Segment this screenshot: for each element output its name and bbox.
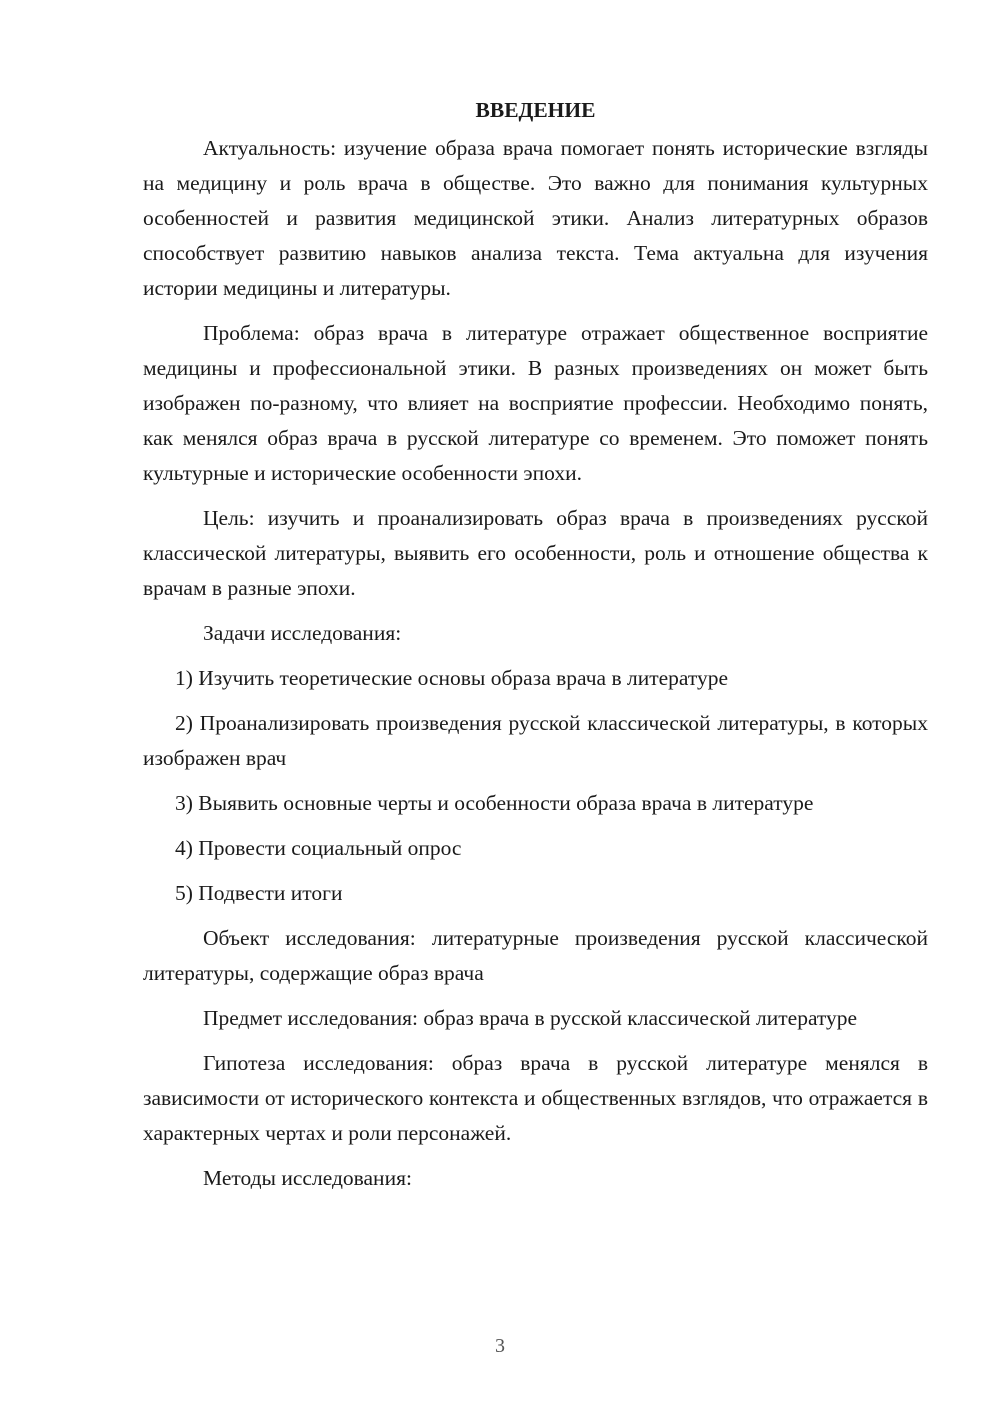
paragraph-relevance: Актуальность: изучение образа врача помогает понять исторические взгляды на медицину и роль врача в обществе. Это важно для понимания культурных особенностей и развития медицинской этики. Анализ литературных образов способствует развитию навыков анализа текста. Тема актуальна для изучения истории медицины и литературы. — [143, 136, 928, 300]
list-item-task-2: 2) Проанализировать произведения русской классической литературы, в которых изображен врач — [143, 711, 928, 770]
paragraph-hypothesis: Гипотеза исследования: образ врача в русской литературе менялся в зависимости от исторического контекста и общественных взглядов, что отражается в характерных чертах и роли персонажей. — [143, 1051, 928, 1145]
section-title: ВВЕДЕНИЕ — [475, 98, 596, 122]
paragraph-problem: Проблема: образ врача в литературе отражает общественное восприятие медицины и профессиональной этики. В разных произведениях он может быть изображен по-разному, что влияет на восприятие профессии. Необходимо понять, как менялся образ врача в русской литературе со временем. Это поможет понять культурные и исторические особенности эпохи. — [143, 321, 928, 485]
list-item-task-1: 1) Изучить теоретические основы образа врача в литературе — [175, 666, 729, 690]
list-item-task-5: 5) Подвести итоги — [175, 881, 343, 905]
list-item-task-3: 3) Выявить основные черты и особенности образа врача в литературе — [175, 791, 814, 815]
list-item-task-4: 4) Провести социальный опрос — [175, 836, 462, 860]
tasks-heading: Задачи исследования: — [203, 621, 402, 645]
paragraph-goal: Цель: изучить и проанализировать образ врача в произведениях русской классической литературы, выявить его особенности, роль и отношение общества к врачам в разные эпохи. — [143, 506, 928, 600]
methods-heading: Методы исследования: — [203, 1166, 412, 1190]
page-content — [143, 92, 928, 1206]
paragraph-object: Объект исследования: литературные произведения русской классической литературы, содержащие образ врача — [143, 926, 928, 985]
page-number: 3 — [495, 1335, 505, 1357]
paragraph-subject: Предмет исследования: образ врача в русской классической литературе — [203, 1006, 858, 1030]
